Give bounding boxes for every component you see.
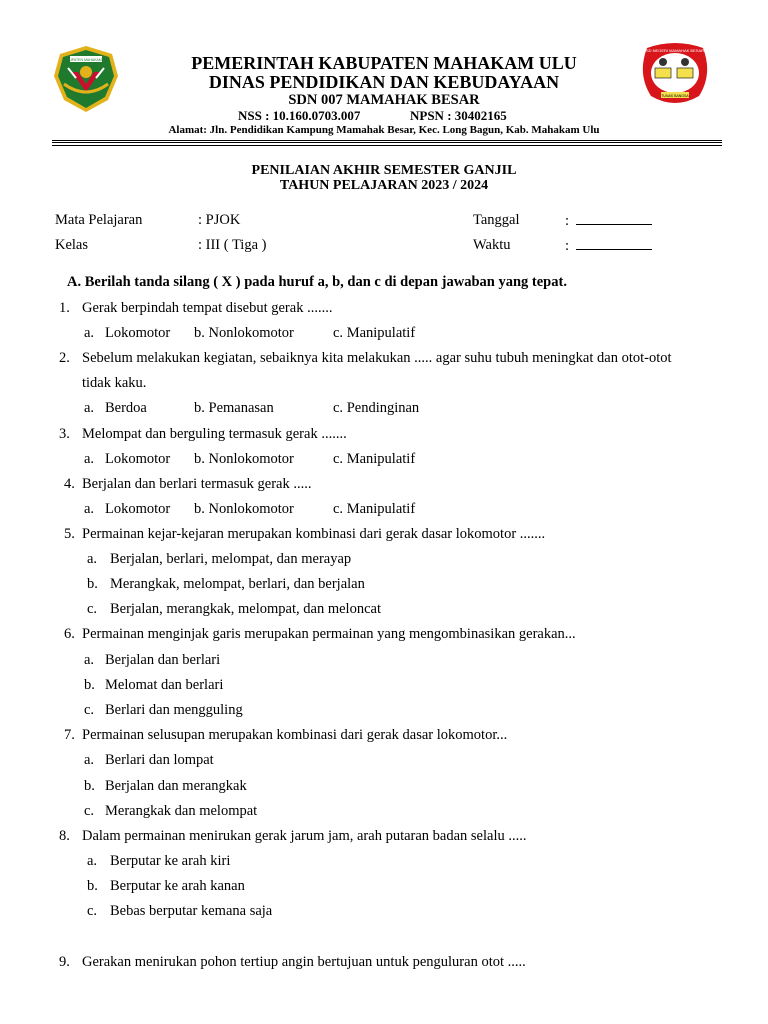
- time-colon: :: [565, 238, 570, 254]
- npsn: NPSN : 30402165: [410, 108, 507, 123]
- school-name: SDN 007 MAMAHAK BESAR: [288, 92, 480, 108]
- header-divider: [52, 140, 722, 146]
- q3-opt-a[interactable]: Lokomotor: [105, 451, 171, 467]
- q4-opt-a-letter: a.: [84, 501, 95, 517]
- q2-opt-c[interactable]: [333, 400, 419, 417]
- logo-motto: TUNAS BANGSA: [661, 94, 689, 98]
- q7-opt-a[interactable]: Berlari dan lompat: [105, 752, 214, 768]
- q2-opt-b[interactable]: [194, 400, 274, 417]
- q6-opt-c[interactable]: Berlari dan mengguling: [105, 702, 243, 718]
- q2-text: Sebelum melakukan kegiatan, sebaiknya kita melakukan ..... agar suhu tubuh meningkat dan otot-otot: [82, 350, 672, 366]
- q4-text: Berjalan dan berlari termasuk gerak .....: [82, 476, 312, 492]
- q8-opt-a[interactable]: Berputar ke arah kiri: [110, 853, 231, 869]
- subject-label: Mata Pelajaran: [55, 212, 143, 228]
- exam-year: TAHUN PELAJARAN 2023 / 2024: [279, 178, 489, 193]
- q8-opt-b[interactable]: Berputar ke arah kanan: [110, 878, 245, 894]
- q2-opt-a-letter: a.: [84, 400, 95, 416]
- q9-text: Gerakan menirukan pohon tertiup angin bertujuan untuk penguluran otot .....: [82, 954, 526, 970]
- q2-opt-a[interactable]: Berdoa: [105, 400, 147, 416]
- class-value: : III ( Tiga ): [198, 237, 267, 253]
- q9-number: 9.: [59, 954, 70, 970]
- q3-number: 3.: [59, 426, 70, 442]
- q6-opt-c-letter: c.: [84, 702, 95, 718]
- q4-opt-b[interactable]: [194, 501, 294, 518]
- q8-opt-c[interactable]: Bebas berputar kemana saja: [110, 903, 273, 919]
- subject-value: : PJOK: [198, 212, 241, 228]
- q2-number: 2.: [59, 350, 70, 366]
- time-field: [565, 237, 652, 255]
- q4-opt-c-text: Manipulatif: [346, 501, 416, 517]
- section-a-instruction: A. Berilah tanda silang ( X ) pada huruf a, b, dan c di depan jawaban yang tepat.: [67, 274, 567, 290]
- address: Alamat: Jln. Pendidikan Kampung Mamahak Besar, Kec. Long Bagun, Kab. Mahakam Ulu: [168, 124, 600, 136]
- q1-opt-b-letter: b.: [194, 325, 205, 341]
- emblem-caption: KABUPATEN MAHAKAM ULU: [62, 58, 110, 62]
- q6-opt-b[interactable]: Melomat dan berlari: [105, 677, 224, 693]
- q3-opt-c-letter: c.: [333, 451, 344, 467]
- q1-opt-c-letter: c.: [333, 325, 344, 341]
- q6-opt-a-letter: a.: [84, 652, 95, 668]
- q7-opt-a-letter: a.: [84, 752, 95, 768]
- q6-text: Permainan menginjak garis merupakan permainan yang mengombinasikan gerakan...: [82, 626, 576, 642]
- q3-text: Melompat dan berguling termasuk gerak .......: [82, 426, 347, 442]
- q5-opt-b-letter: b.: [87, 576, 98, 592]
- q5-number: 5.: [64, 526, 75, 542]
- q1-number: 1.: [59, 300, 70, 316]
- q4-opt-b-text: Nonlokomotor: [208, 501, 294, 517]
- time-label: Waktu: [473, 237, 511, 253]
- date-label: Tanggal: [473, 212, 520, 228]
- q2-text-cont: tidak kaku.: [82, 375, 147, 391]
- q3-opt-b-letter: b.: [194, 451, 205, 467]
- q3-opt-c[interactable]: [333, 451, 415, 468]
- q5-text: Permainan kejar-kejaran merupakan kombinasi dari gerak dasar lokomotor .......: [82, 526, 546, 542]
- q4-opt-c-letter: c.: [333, 501, 344, 517]
- q2-opt-c-letter: c.: [333, 400, 344, 416]
- q4-opt-a[interactable]: Lokomotor: [105, 501, 171, 517]
- q6-number: 6.: [64, 626, 75, 642]
- q2-opt-b-letter: b.: [194, 400, 205, 416]
- q6-opt-a[interactable]: Berjalan dan berlari: [105, 652, 221, 668]
- q7-opt-c[interactable]: Merangkak dan melompat: [105, 803, 258, 819]
- exam-title: PENILAIAN AKHIR SEMESTER GANJIL: [251, 163, 517, 178]
- q4-opt-b-letter: b.: [194, 501, 205, 517]
- q5-opt-a-letter: a.: [87, 551, 98, 567]
- nss: NSS : 10.160.0703.007: [238, 108, 361, 123]
- q5-opt-b[interactable]: Merangkak, melompat, berlari, dan berjalan: [110, 576, 365, 592]
- q3-opt-b-text: Nonlokomotor: [208, 451, 294, 467]
- q1-opt-c-text: Manipulatif: [346, 325, 416, 341]
- logo-ring-text: SD NEGERI MAMAHAK BESAR: [645, 48, 705, 53]
- date-colon: :: [565, 213, 570, 229]
- q7-number: 7.: [64, 727, 75, 743]
- q5-opt-a[interactable]: Berjalan, berlari, melompat, dan merayap: [110, 551, 352, 567]
- q6-opt-b-letter: b.: [84, 677, 95, 693]
- q2-opt-c-text: Pendinginan: [346, 400, 420, 416]
- header-line2: DINAS PENDIDIKAN DAN KEBUDAYAAN: [208, 72, 560, 92]
- q7-opt-b[interactable]: Berjalan dan merangkak: [105, 778, 247, 794]
- q5-opt-c-letter: c.: [87, 601, 98, 617]
- q7-text: Permainan selusupan merupakan kombinasi dari gerak dasar lokomotor...: [82, 727, 508, 743]
- q3-opt-b[interactable]: [194, 451, 294, 468]
- q4-opt-c[interactable]: [333, 501, 415, 518]
- header-line1: PEMERINTAH KABUPATEN MAHAKAM ULU: [191, 53, 577, 73]
- q3-opt-c-text: Manipulatif: [346, 451, 416, 467]
- q1-opt-c[interactable]: [333, 325, 415, 342]
- date-field: [565, 212, 652, 230]
- q8-opt-b-letter: b.: [87, 878, 98, 894]
- q7-opt-c-letter: c.: [84, 803, 95, 819]
- q3-opt-a-letter: a.: [84, 451, 95, 467]
- date-blank: [576, 212, 652, 225]
- q8-number: 8.: [59, 828, 70, 844]
- time-blank: [576, 237, 652, 250]
- q5-opt-c[interactable]: Berjalan, merangkak, melompat, dan meloncat: [110, 601, 381, 617]
- q8-opt-c-letter: c.: [87, 903, 98, 919]
- q1-opt-a[interactable]: Lokomotor: [105, 325, 171, 341]
- q1-opt-a-letter: a.: [84, 325, 95, 341]
- q2-opt-b-text: Pemanasan: [208, 400, 274, 416]
- q1-opt-b[interactable]: [194, 325, 294, 342]
- q1-text: Gerak berpindah tempat disebut gerak .......: [82, 300, 333, 316]
- q8-text: Dalam permainan menirukan gerak jarum jam, arah putaran badan selalu .....: [82, 828, 527, 844]
- q7-opt-b-letter: b.: [84, 778, 95, 794]
- q8-opt-a-letter: a.: [87, 853, 98, 869]
- class-label: Kelas: [55, 237, 89, 253]
- q1-opt-b-text: Nonlokomotor: [208, 325, 294, 341]
- q4-number: 4.: [64, 476, 75, 492]
